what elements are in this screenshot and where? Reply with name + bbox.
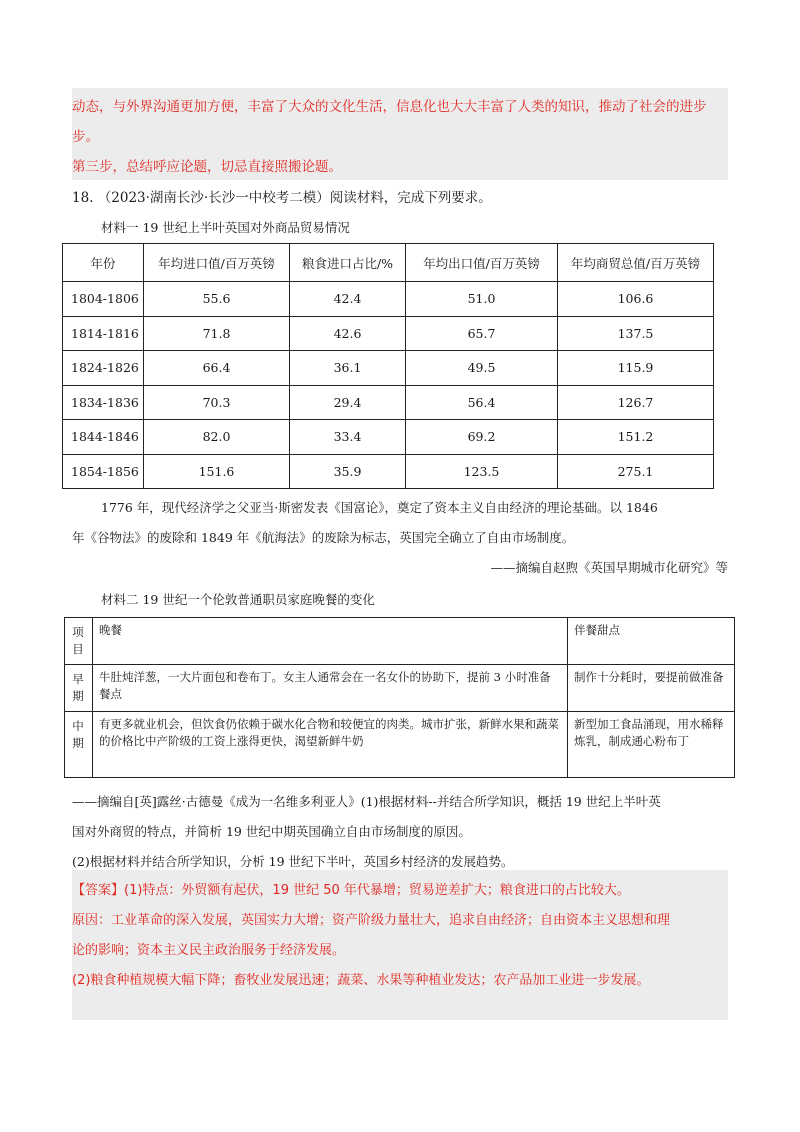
cell-grain-share: 36.1 — [290, 351, 406, 386]
question-source: （2023·湖南长沙·长沙一中校考二模）阅读材料，完成下列要求。 — [97, 190, 492, 206]
table-row — [65, 665, 735, 712]
table-row — [63, 454, 714, 489]
answer-line4: (2)粮食种植规模大幅下降；畜牧业发展迅速；蔬菜、水果等种植业发达；农产品加工业进一步发展。 — [72, 973, 650, 988]
cell-year: 1814-1816 — [63, 316, 144, 351]
cell-export: 56.4 — [406, 385, 558, 420]
cell-export: 51.0 — [406, 282, 558, 317]
header-dessert: 伴餐甜点 — [568, 618, 735, 665]
cell-import: 82.0 — [144, 420, 290, 455]
cell-total: 126.7 — [558, 385, 714, 420]
top-answer-line3: 第三步，总结呼应论题，切忌直接照搬论题。 — [72, 159, 342, 175]
cell-grain-share: 35.9 — [290, 454, 406, 489]
table-row — [63, 282, 714, 317]
cell-year: 1844-1846 — [63, 420, 144, 455]
cell-grain-share: 42.6 — [290, 316, 406, 351]
answer-line3: 论的影响；资本主义民主政治服务于经济发展。 — [72, 943, 346, 958]
material1-source: ——摘编自赵煦《英国早期城市化研究》等 — [490, 560, 728, 575]
cell-year: 1834-1836 — [63, 385, 144, 420]
table-row — [63, 420, 714, 455]
cell-year: 1854-1856 — [63, 454, 144, 489]
cell-export: 69.2 — [406, 420, 558, 455]
cell-import: 55.6 — [144, 282, 290, 317]
cell-export: 123.5 — [406, 454, 558, 489]
answer-line1 — [72, 882, 630, 900]
cell-dessert: 制作十分耗时，要提前做准备 — [568, 665, 735, 712]
cell-import: 151.6 — [144, 454, 290, 489]
question-2: (2)根据材料并结合所学知识，分析 19 世纪下半叶，英国乡村经济的发展趋势。 — [72, 854, 514, 869]
cell-year: 1804-1806 — [63, 282, 144, 317]
cell-total: 275.1 — [558, 454, 714, 489]
table-row — [63, 385, 714, 420]
cell-export: 49.5 — [406, 351, 558, 386]
cell-period: 中期 — [65, 712, 93, 778]
answer-part1: (1)特点：外贸额有起伏，19 世纪 50 年代暴增；贸易逆差扩大；粮食进口的占比较大。 — [124, 883, 630, 898]
header-total: 年均商贸总值/百万英镑 — [558, 244, 714, 282]
header-export: 年均出口值/百万英镑 — [406, 244, 558, 282]
cell-dessert: 新型加工食品涌现，用水稀释炼乳，制成通心粉布丁 — [568, 712, 735, 778]
header-grain-share: 粮食进口占比/% — [290, 244, 406, 282]
material1-text-line1: 1776 年，现代经济学之父亚当·斯密发表《国富论》，奠定了资本主义自由经济的理论基础。以 1846 — [101, 500, 658, 515]
cell-dinner: 有更多就业机会，但饮食仍依赖于碳水化合物和较便宜的肉类。城市扩张，新鲜水果和蔬菜的价格比中产阶级的工资上涨得更快，渴望新鲜牛奶 — [93, 712, 568, 778]
dinner-table — [64, 617, 735, 778]
header-year: 年份 — [63, 244, 144, 282]
material1-text-line2: 年《谷物法》的废除和 1849 年《航海法》的废除为标志，英国完全确立了自由市场制度。 — [72, 530, 575, 545]
table-row — [65, 712, 735, 778]
cell-grain-share: 33.4 — [290, 420, 406, 455]
table-row — [63, 316, 714, 351]
material2-source-line1: ——摘编自[英]露丝·古德曼《成为一名维多利亚人》(1)根据材料--并结合所学知识，概括 19 世纪上半叶英 — [72, 794, 661, 809]
cell-dinner: 牛肚炖洋葱，一大片面包和卷布丁。女主人通常会在一名女仆的协助下，提前 3 小时准备餐点 — [93, 665, 568, 712]
header-item: 项目 — [65, 618, 93, 665]
table-header-row — [65, 618, 735, 665]
cell-total: 151.2 — [558, 420, 714, 455]
table-header-row — [63, 244, 714, 282]
cell-grain-share: 42.4 — [290, 282, 406, 317]
material2-source-line2: 国对外商贸的特点，并简析 19 世纪中期英国确立自由市场制度的原因。 — [72, 824, 471, 839]
top-answer-line2: 步。 — [72, 129, 99, 145]
top-answer-line1: 动态，与外界沟通更加方便，丰富了大众的文化生活，信息化也大大丰富了人类的知识，推动了社会的进步 — [72, 99, 707, 115]
cell-total: 137.5 — [558, 316, 714, 351]
table-row — [63, 351, 714, 386]
cell-grain-share: 29.4 — [290, 385, 406, 420]
material2-title: 材料二 19 世纪一个伦敦普通职员家庭晚餐的变化 — [101, 592, 375, 607]
cell-export: 65.7 — [406, 316, 558, 351]
cell-import: 70.3 — [144, 385, 290, 420]
question-heading — [72, 189, 492, 207]
answer-line2: 原因：工业革命的深入发展，英国实力大增；资产阶级力量壮大，追求自由经济；自由资本主义思想和理 — [72, 913, 671, 928]
answer-label: 【答案】 — [72, 883, 125, 898]
trade-table — [62, 243, 714, 489]
material1-title: 材料一 19 世纪上半叶英国对外商品贸易情况 — [101, 220, 350, 235]
cell-total: 106.6 — [558, 282, 714, 317]
cell-import: 71.8 — [144, 316, 290, 351]
header-dinner: 晚餐 — [93, 618, 568, 665]
header-import: 年均进口值/百万英镑 — [144, 244, 290, 282]
cell-total: 115.9 — [558, 351, 714, 386]
question-number: 18. — [72, 190, 94, 206]
cell-year: 1824-1826 — [63, 351, 144, 386]
cell-import: 66.4 — [144, 351, 290, 386]
cell-period: 早期 — [65, 665, 93, 712]
